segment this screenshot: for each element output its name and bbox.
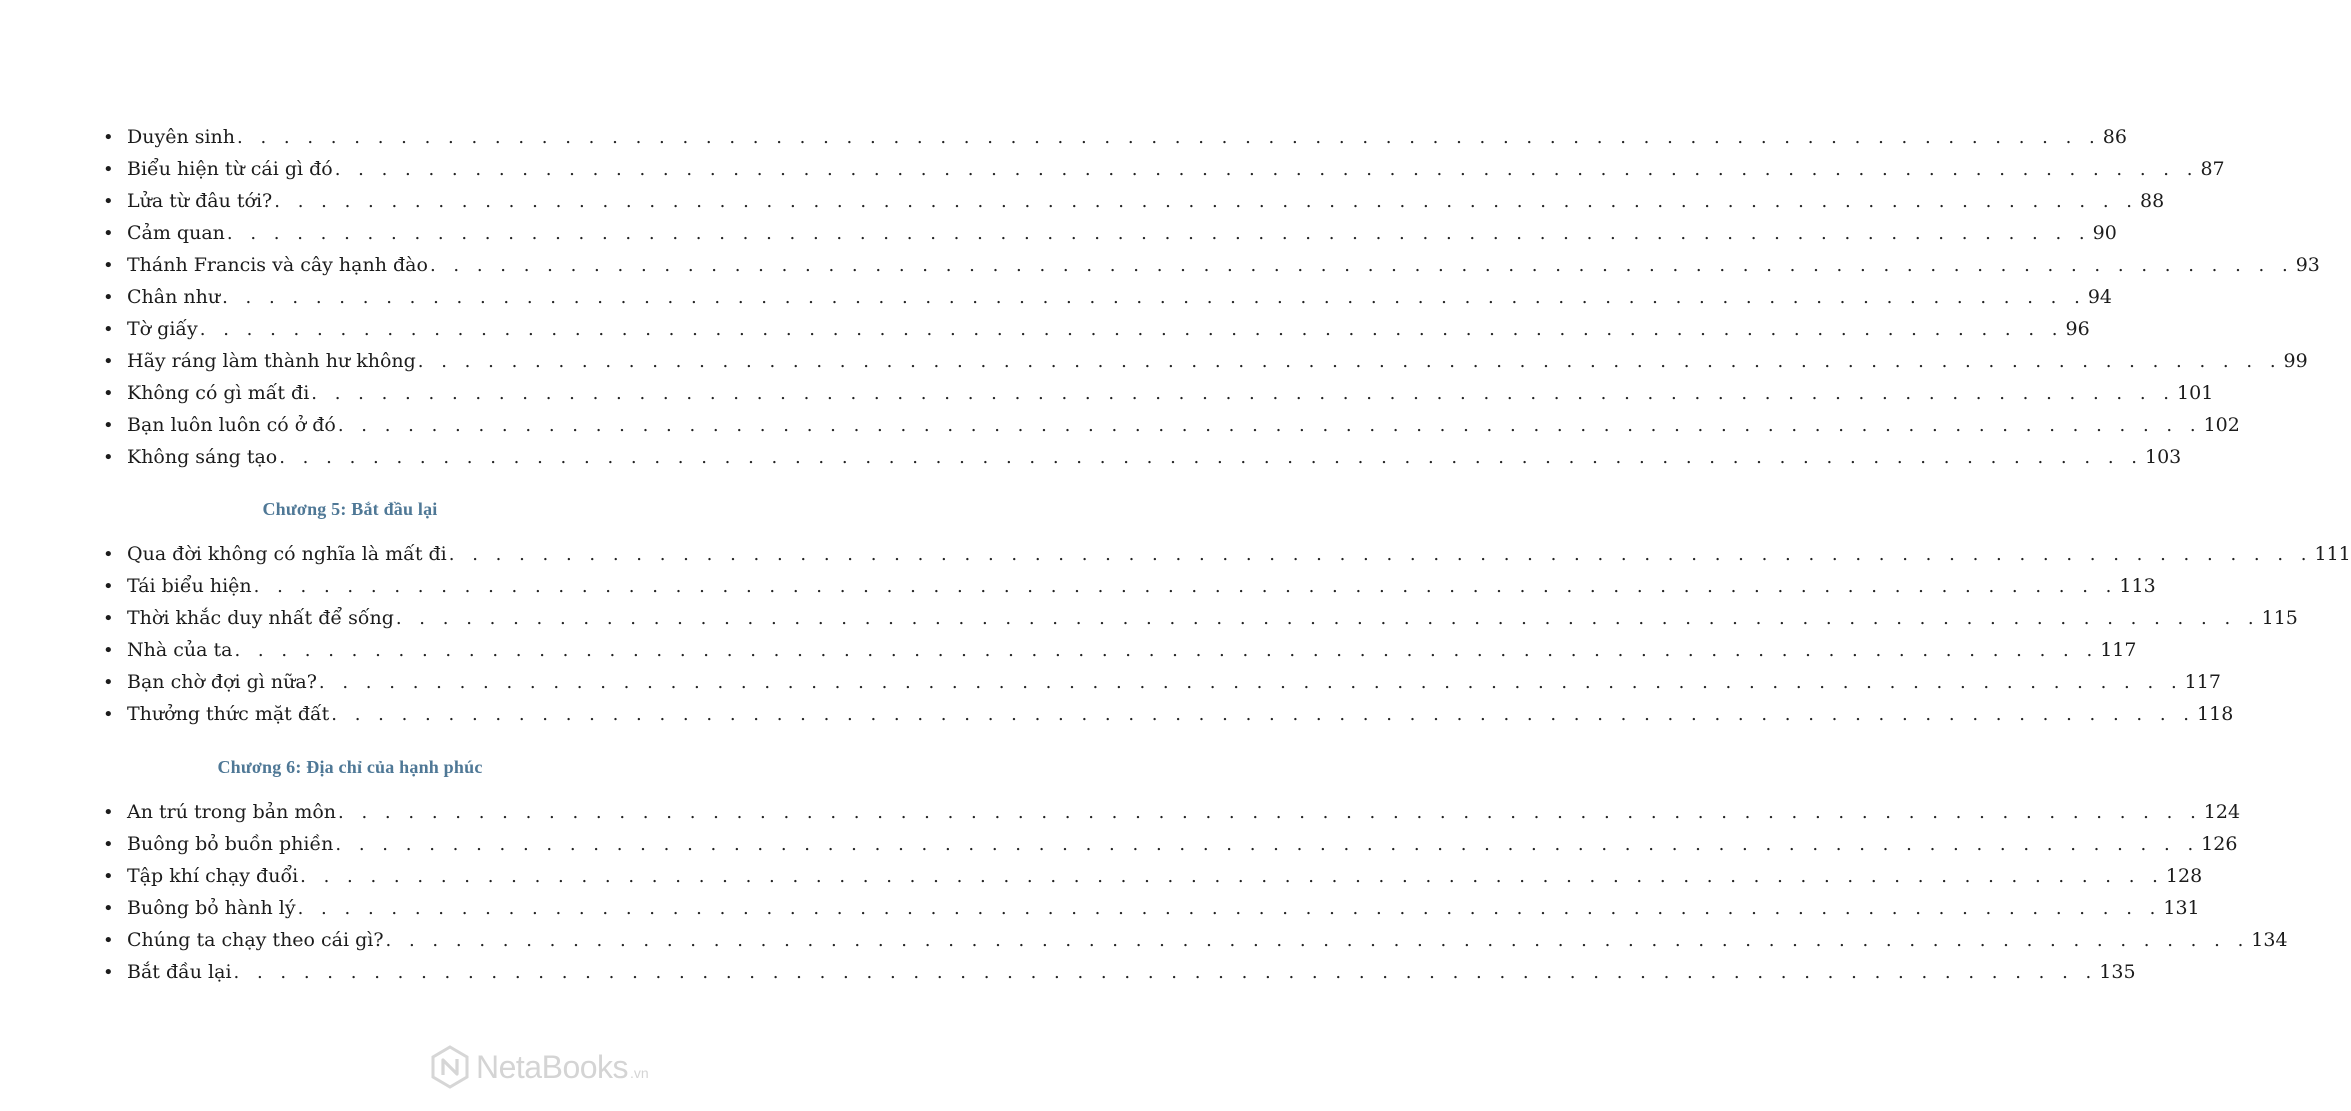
toc-entry bbox=[0, 606, 2298, 638]
toc-entry bbox=[0, 381, 2214, 413]
toc-entry-title: Hãy ráng làm thành hư không bbox=[127, 350, 416, 372]
toc-entry-title: Thời khắc duy nhất để sống bbox=[127, 607, 394, 629]
bullet-icon: • bbox=[103, 608, 114, 629]
dot-leader: . . . . . . . . . . . . . . . . . . . . . . . . . . . . . . . . . . . . . . . . . . . . . . . . . . . . . . . . . . . . . . . . . . . . . . . . . . . . . . . . bbox=[334, 159, 2199, 180]
toc-list bbox=[0, 542, 2351, 734]
bullet-icon: • bbox=[103, 802, 114, 823]
toc-entry bbox=[0, 928, 2288, 960]
toc-section-chapter-6 bbox=[0, 800, 2288, 992]
toc-entry bbox=[0, 317, 2090, 349]
toc-entry-page: 126 bbox=[2201, 833, 2238, 855]
dot-leader: . . . . . . . . . . . . . . . . . . . . . . . . . . . . . . . . . . . . . . . . . . . . . . . . . . . . . . . . . . . . . . . . . . . . . . . . . . . . . . . . bbox=[331, 704, 2196, 725]
toc-entry-title: Chúng ta chạy theo cái gì? bbox=[127, 929, 384, 951]
toc-entry-title: Cảm quan bbox=[127, 222, 225, 244]
toc-entry bbox=[0, 864, 2203, 896]
bullet-icon: • bbox=[103, 223, 114, 244]
bullet-icon: • bbox=[103, 351, 114, 372]
dot-leader: . . . . . . . . . . . . . . . . . . . . . . . . . . . . . . . . . . . . . . . . . . . . . . . . . . . . . . . . . . . . . . . . . . . . . . . . . . . . . . . . bbox=[318, 672, 2183, 693]
bullet-icon: • bbox=[103, 544, 114, 565]
toc-entry-title: An trú trong bản môn bbox=[127, 801, 337, 823]
bullet-icon: • bbox=[103, 191, 114, 212]
dot-leader: . . . . . . . . . . . . . . . . . . . . . . . . . . . . . . . . . . . . . . . . . . . . . . . . . . . . . . . . . . . . . . . . . . . . . . . . . . . . . . . . bbox=[429, 255, 2294, 276]
dot-leader: . . . . . . . . . . . . . . . . . . . . . . . . . . . . . . . . . . . . . . . . . . . . . . . . . . . . . . . . . . . . . . . . . . . . . . . . . . . . . . . . bbox=[233, 962, 2098, 983]
toc-entry-page: 117 bbox=[2184, 671, 2221, 693]
toc-entry bbox=[0, 413, 2240, 445]
dot-leader: . . . . . . . . . . . . . . . . . . . . . . . . . . . . . . . . . . . . . . . . . . . . . . . . . . . . . . . . . . . . . . . . . . . . . . . . . . . . . . . . bbox=[337, 415, 2202, 436]
toc-entry-title: Bắt đầu lại bbox=[127, 961, 232, 983]
dot-leader: . . . . . . . . . . . . . . . . . . . . . . . . . . . . . . . . . . . . . . . . . . . . . . . . . . . . . . . . . . . . . . . . . . . . . . . . . . . . . . . . bbox=[448, 544, 2313, 565]
toc-entry-page: 128 bbox=[2165, 865, 2203, 887]
dot-leader: . . . . . . . . . . . . . . . . . . . . . . . . . . . . . . . . . . . . . . . . . . . . . . . . . . . . . . . . . . . . . . . . . . . . . . . . . . . . . . . . bbox=[253, 576, 2118, 597]
toc-entry-page: 131 bbox=[2163, 897, 2200, 919]
toc-entry-page: 88 bbox=[2140, 190, 2165, 212]
toc-entry-page: 111 bbox=[2314, 543, 2351, 565]
toc-entry bbox=[0, 542, 2351, 574]
toc-entry bbox=[0, 574, 2156, 606]
dot-leader: . . . . . . . . . . . . . . . . . . . . . . . . . . . . . . . . . . . . . . . . . . . . . . . . . . . . . . . . . . . . . . . . . . . . . . . . . . . . . . . . bbox=[297, 898, 2162, 919]
bullet-icon: • bbox=[103, 287, 114, 308]
toc-entry bbox=[0, 896, 2200, 928]
toc-list bbox=[0, 125, 2320, 477]
toc-entry-page: 99 bbox=[2283, 350, 2308, 372]
dot-leader: . . . . . . . . . . . . . . . . . . . . . . . . . . . . . . . . . . . . . . . . . . . . . . . . . . . . . . . . . . . . . . . . . . . . . . . . . . . . . . . . bbox=[395, 608, 2260, 629]
bullet-icon: • bbox=[103, 898, 114, 919]
toc-section-chapter-5 bbox=[0, 542, 2351, 734]
dot-leader: . . . . . . . . . . . . . . . . . . . . . . . . . . . . . . . . . . . . . . . . . . . . . . . . . . . . . . . . . . . . . . . . . . . . . . . . . . . . . . . . bbox=[311, 383, 2176, 404]
toc-entry bbox=[0, 670, 2221, 702]
bullet-icon: • bbox=[103, 930, 114, 951]
dot-leader: . . . . . . . . . . . . . . . . . . . . . . . . . . . . . . . . . . . . . . . . . . . . . . . . . . . . . . . . . . . . . . . . . . . . . . . . . . . . . . . . bbox=[226, 223, 2091, 244]
toc-entry-title: Qua đời không có nghĩa là mất đi bbox=[127, 543, 447, 565]
toc-entry bbox=[0, 960, 2136, 992]
toc-entry bbox=[0, 221, 2117, 253]
toc-entry-page: 117 bbox=[2100, 639, 2137, 661]
chapter-5-heading: Chương 5: Bắt đầu lại bbox=[262, 499, 438, 519]
toc-entry-page: 118 bbox=[2197, 703, 2234, 725]
bullet-icon: • bbox=[103, 640, 114, 661]
toc-entry-title: Tái biểu hiện bbox=[127, 575, 252, 597]
bullet-icon: • bbox=[103, 672, 114, 693]
toc-entry bbox=[0, 349, 2308, 381]
toc-entry bbox=[0, 638, 2137, 670]
toc-entry-title: Thánh Francis và cây hạnh đào bbox=[127, 254, 428, 276]
dot-leader: . . . . . . . . . . . . . . . . . . . . . . . . . . . . . . . . . . . . . . . . . . . . . . . . . . . . . . . . . . . . . . . . . . . . . . . . . . . . . . . . bbox=[300, 866, 2164, 887]
watermark-suffix: .vn bbox=[630, 1065, 649, 1081]
toc-entry-page: 87 bbox=[2200, 158, 2225, 180]
netabooks-logo-icon bbox=[430, 1045, 470, 1089]
bullet-icon: • bbox=[103, 159, 114, 180]
toc-entry-title: Buông bỏ hành lý bbox=[127, 897, 296, 919]
toc-entry-page: 102 bbox=[2203, 414, 2240, 436]
toc-entry-page: 115 bbox=[2261, 607, 2298, 629]
bullet-icon: • bbox=[103, 576, 114, 597]
toc-entry-title: Bạn chờ đợi gì nữa? bbox=[127, 671, 317, 693]
toc-entry-title: Lửa từ đâu tới? bbox=[127, 190, 273, 212]
toc-entry-title: Buông bỏ buồn phiền bbox=[127, 833, 334, 855]
toc-entry-page: 96 bbox=[2065, 318, 2090, 340]
chapter-6-heading: Chương 6: Địa chỉ của hạnh phúc bbox=[217, 757, 483, 777]
toc-entry-title: Bạn luôn luôn có ở đó bbox=[127, 414, 336, 436]
toc-entry bbox=[0, 253, 2320, 285]
toc-entry-page: 93 bbox=[2295, 254, 2320, 276]
watermark-brand: NetaBooks bbox=[476, 1048, 629, 1085]
toc-entry-page: 94 bbox=[2087, 286, 2113, 308]
toc-entry-title: Tập khí chạy đuổi bbox=[127, 865, 299, 887]
dot-leader: . . . . . . . . . . . . . . . . . . . . . . . . . . . . . . . . . . . . . . . . . . . . . . . . . . . . . . . . . . . . . . . . . . . . . . . . . . . . . . . . bbox=[222, 287, 2086, 308]
bullet-icon: • bbox=[103, 447, 114, 468]
dot-leader: . . . . . . . . . . . . . . . . . . . . . . . . . . . . . . . . . . . . . . . . . . . . . . . . . . . . . . . . . . . . . . . . . . . . . . . . . . . . . . . . bbox=[199, 319, 2064, 340]
dot-leader: . . . . . . . . . . . . . . . . . . . . . . . . . . . . . . . . . . . . . . . . . . . . . . . . . . . . . . . . . . . . . . . . . . . . . . . . . . . . . . . . bbox=[335, 834, 2200, 855]
toc-entry bbox=[0, 445, 2182, 477]
toc-entry bbox=[0, 157, 2225, 189]
bullet-icon: • bbox=[103, 704, 114, 725]
toc-entry bbox=[0, 800, 2241, 832]
toc-entry-page: 86 bbox=[2102, 126, 2127, 148]
dot-leader: . . . . . . . . . . . . . . . . . . . . . . . . . . . . . . . . . . . . . . . . . . . . . . . . . . . . . . . . . . . . . . . . . . . . . . . . . . . . . . . . bbox=[274, 191, 2138, 212]
toc-entry-page: 90 bbox=[2092, 222, 2117, 244]
toc-entry-page: 113 bbox=[2119, 575, 2156, 597]
toc-entry bbox=[0, 832, 2238, 864]
toc-entry-title: Chân như bbox=[127, 286, 221, 308]
bullet-icon: • bbox=[103, 866, 114, 887]
toc-entry-page: 135 bbox=[2099, 961, 2136, 983]
bullet-icon: • bbox=[103, 127, 114, 148]
toc-entry bbox=[0, 285, 2113, 317]
dot-leader: . . . . . . . . . . . . . . . . . . . . . . . . . . . . . . . . . . . . . . . . . . . . . . . . . . . . . . . . . . . . . . . . . . . . . . . . . . . . . . . . bbox=[234, 640, 2099, 661]
bullet-icon: • bbox=[103, 383, 114, 404]
toc-entry bbox=[0, 702, 2234, 734]
toc-entry-page: 101 bbox=[2177, 382, 2214, 404]
dot-leader: . . . . . . . . . . . . . . . . . . . . . . . . . . . . . . . . . . . . . . . . . . . . . . . . . . . . . . . . . . . . . . . . . . . . . . . . . . . . . . . . bbox=[338, 802, 2202, 823]
netabooks-watermark bbox=[430, 1045, 649, 1089]
bullet-icon: • bbox=[103, 834, 114, 855]
toc-entry-page: 134 bbox=[2251, 929, 2288, 951]
dot-leader: . . . . . . . . . . . . . . . . . . . . . . . . . . . . . . . . . . . . . . . . . . . . . . . . . . . . . . . . . . . . . . . . . . . . . . . . . . . . . . . . bbox=[237, 127, 2101, 148]
bullet-icon: • bbox=[103, 415, 114, 436]
dot-leader: . . . . . . . . . . . . . . . . . . . . . . . . . . . . . . . . . . . . . . . . . . . . . . . . . . . . . . . . . . . . . . . . . . . . . . . . . . . . . . . . bbox=[417, 351, 2282, 372]
bullet-icon: • bbox=[103, 962, 114, 983]
toc-section-chapter-4 bbox=[0, 125, 2320, 477]
toc-entry-title: Không sáng tạo bbox=[127, 446, 278, 468]
bullet-icon: • bbox=[103, 319, 114, 340]
toc-entry-page: 124 bbox=[2203, 801, 2241, 823]
toc-entry-page: 103 bbox=[2144, 446, 2182, 468]
toc-entry-title: Biểu hiện từ cái gì đó bbox=[127, 158, 333, 180]
toc-entry-title: Nhà của ta bbox=[127, 639, 233, 661]
toc-entry bbox=[0, 189, 2165, 221]
toc-list bbox=[0, 800, 2288, 992]
toc-entry-title: Thưởng thức mặt đất bbox=[127, 703, 330, 725]
toc-entry-title: Không có gì mất đi bbox=[127, 382, 310, 404]
toc-entry-title: Duyên sinh bbox=[127, 126, 236, 148]
toc-entry-title: Tờ giấy bbox=[127, 318, 198, 340]
dot-leader: . . . . . . . . . . . . . . . . . . . . . . . . . . . . . . . . . . . . . . . . . . . . . . . . . . . . . . . . . . . . . . . . . . . . . . . . . . . . . . . . bbox=[385, 930, 2250, 951]
dot-leader: . . . . . . . . . . . . . . . . . . . . . . . . . . . . . . . . . . . . . . . . . . . . . . . . . . . . . . . . . . . . . . . . . . . . . . . . . . . . . . . . bbox=[279, 447, 2143, 468]
bullet-icon: • bbox=[103, 255, 114, 276]
toc-entry bbox=[0, 125, 2127, 157]
